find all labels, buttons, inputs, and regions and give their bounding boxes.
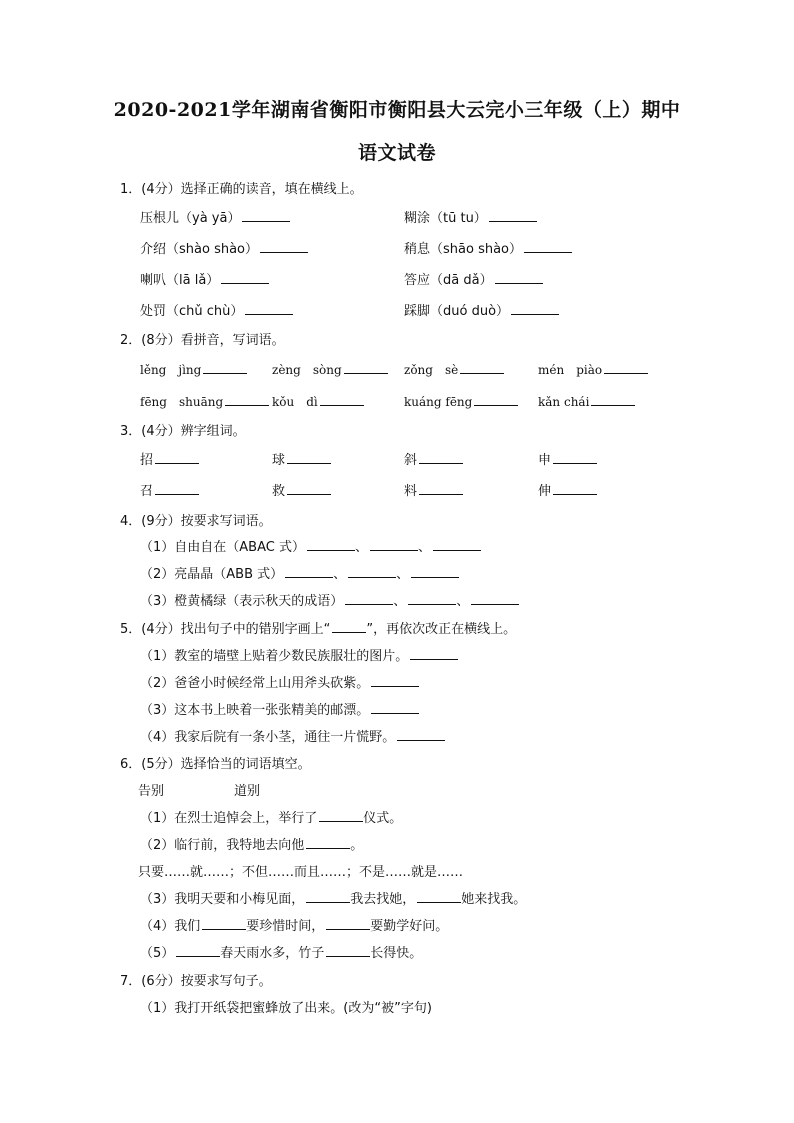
q5-item: （2）爸爸小时候经常上山用斧头砍紫。: [140, 672, 419, 691]
answer-blank[interactable]: [419, 449, 463, 464]
pinyin-item: lěng jìng: [140, 359, 247, 378]
q1-item: 介绍（shào shào）: [140, 238, 308, 257]
q5-item: （4）我家后院有一条小茎，通往一片慌野。: [140, 726, 445, 745]
pinyin-item: fēng shuāng: [140, 391, 269, 410]
answer-blank[interactable]: [242, 207, 290, 222]
answer-blank[interactable]: [489, 207, 537, 222]
q1-heading: 1．(4分）选择正确的读音，填在横线上。: [120, 182, 363, 197]
q6-item: （1）在烈士追悼会上，举行了 仪式。: [140, 807, 402, 826]
q2-heading: 2．(8分）看拼音，写词语。: [120, 333, 285, 348]
q5-heading: 5．(4分）找出句子中的错别字画上“ ”，再依次改正在横线上。: [120, 618, 516, 637]
q1-item: 喇叭（lā lǎ）: [140, 269, 269, 288]
answer-blank[interactable]: [417, 888, 461, 903]
answer-blank[interactable]: [553, 449, 597, 464]
answer-blank[interactable]: [460, 359, 504, 374]
word-choice: 道别: [234, 784, 261, 799]
answer-blank[interactable]: [410, 645, 458, 660]
answer-blank[interactable]: [287, 449, 331, 464]
q6-item: （3）我明天要和小梅见面， 我去找她， 她来找我。: [140, 888, 526, 907]
answer-blank[interactable]: [411, 563, 459, 578]
answer-blank[interactable]: [155, 480, 199, 495]
answer-blank[interactable]: [307, 536, 355, 551]
underline-sample: [332, 618, 366, 633]
q4-item: （3）橙黄橘绿（表示秋天的成语） 、 、: [140, 590, 519, 609]
answer-blank[interactable]: [320, 391, 364, 406]
char-item: 救: [272, 480, 331, 499]
word-choice: 告别: [138, 784, 165, 799]
answer-blank[interactable]: [287, 480, 331, 495]
char-item: 申: [538, 449, 597, 468]
q4-item: （2）亮晶晶（ABB 式） 、 、: [140, 563, 459, 582]
answer-blank[interactable]: [370, 536, 418, 551]
answer-blank[interactable]: [225, 391, 269, 406]
pinyin-item: kuáng fēng: [404, 391, 518, 409]
answer-blank[interactable]: [221, 269, 269, 284]
q6-heading: 6．(5分）选择恰当的词语填空。: [120, 757, 311, 772]
answer-blank[interactable]: [524, 238, 572, 253]
answer-blank[interactable]: [408, 590, 456, 605]
q1-item: 处罚（chǔ chù）: [140, 300, 293, 319]
q7-item: （1）我打开纸袋把蜜蜂放了出来。(改为“被”字句): [140, 1001, 432, 1016]
answer-blank[interactable]: [306, 888, 350, 903]
q4-heading: 4．(9分）按要求写词语。: [120, 514, 272, 529]
q1-item: 踩脚（duó duò）: [404, 300, 559, 319]
exam-title-line1: 2020-2021学年湖南省衡阳市衡阳县大云完小三年级（上）期中: [113, 99, 681, 121]
q6-item: （4）我们 要珍惜时间， 要勤学好问。: [140, 915, 448, 934]
answer-blank[interactable]: [371, 672, 419, 687]
q3-heading: 3．(4分）辨字组词。: [120, 424, 246, 439]
answer-blank[interactable]: [319, 807, 363, 822]
char-item: 料: [404, 480, 463, 499]
q1-item: 稍息（shāo shào）: [404, 238, 572, 257]
answer-blank[interactable]: [285, 563, 333, 578]
q1-item: 糊涂（tū tu）: [404, 207, 537, 226]
q1-item: 答应（dā dǎ）: [404, 269, 543, 288]
answer-blank[interactable]: [202, 915, 246, 930]
q5-item: （1）教室的墙壁上贴着少数民族服壮的图片。: [140, 645, 458, 664]
answer-blank[interactable]: [419, 480, 463, 495]
answer-blank[interactable]: [176, 942, 220, 957]
char-item: 斜: [404, 449, 463, 468]
q1-item: 压根儿（yà yā）: [140, 207, 290, 226]
answer-blank[interactable]: [604, 359, 648, 374]
char-item: 球: [272, 449, 331, 468]
answer-blank[interactable]: [591, 391, 635, 406]
answer-blank[interactable]: [495, 269, 543, 284]
exam-title-line2: 语文试卷: [357, 142, 436, 164]
pinyin-item: kǎn chái: [538, 391, 635, 409]
answer-blank[interactable]: [245, 300, 293, 315]
pinyin-item: zèng sòng: [272, 359, 388, 378]
answer-blank[interactable]: [397, 726, 445, 741]
answer-blank[interactable]: [474, 391, 518, 406]
answer-blank[interactable]: [511, 300, 559, 315]
word-choice-group: 只要……就……；不但……而且……；不是……就是……: [138, 865, 464, 880]
pinyin-item: kǒu dì: [272, 391, 364, 410]
char-item: 伸: [538, 480, 597, 499]
answer-blank[interactable]: [155, 449, 199, 464]
answer-blank[interactable]: [553, 480, 597, 495]
pinyin-item: mén piào: [538, 359, 648, 378]
q5-item: （3）这本书上映着一张张精美的邮漂。: [140, 699, 419, 718]
char-item: 召: [140, 480, 199, 499]
answer-blank[interactable]: [433, 536, 481, 551]
answer-blank[interactable]: [348, 563, 396, 578]
q7-heading: 7．(6分）按要求写句子。: [120, 974, 272, 989]
answer-blank[interactable]: [344, 359, 388, 374]
pinyin-item: zǒng sè: [404, 359, 504, 378]
answer-blank[interactable]: [471, 590, 519, 605]
answer-blank[interactable]: [260, 238, 308, 253]
answer-blank[interactable]: [203, 359, 247, 374]
answer-blank[interactable]: [306, 834, 350, 849]
answer-blank[interactable]: [326, 915, 370, 930]
q6-item: （2）临行前，我特地去向他 。: [140, 834, 363, 853]
answer-blank[interactable]: [345, 590, 393, 605]
answer-blank[interactable]: [326, 942, 370, 957]
q4-item: （1）自由自在（ABAC 式） 、 、: [140, 536, 481, 555]
q6-item: （5） 春天雨水多，竹子 长得快。: [140, 942, 422, 961]
char-item: 招: [140, 449, 199, 468]
answer-blank[interactable]: [371, 699, 419, 714]
